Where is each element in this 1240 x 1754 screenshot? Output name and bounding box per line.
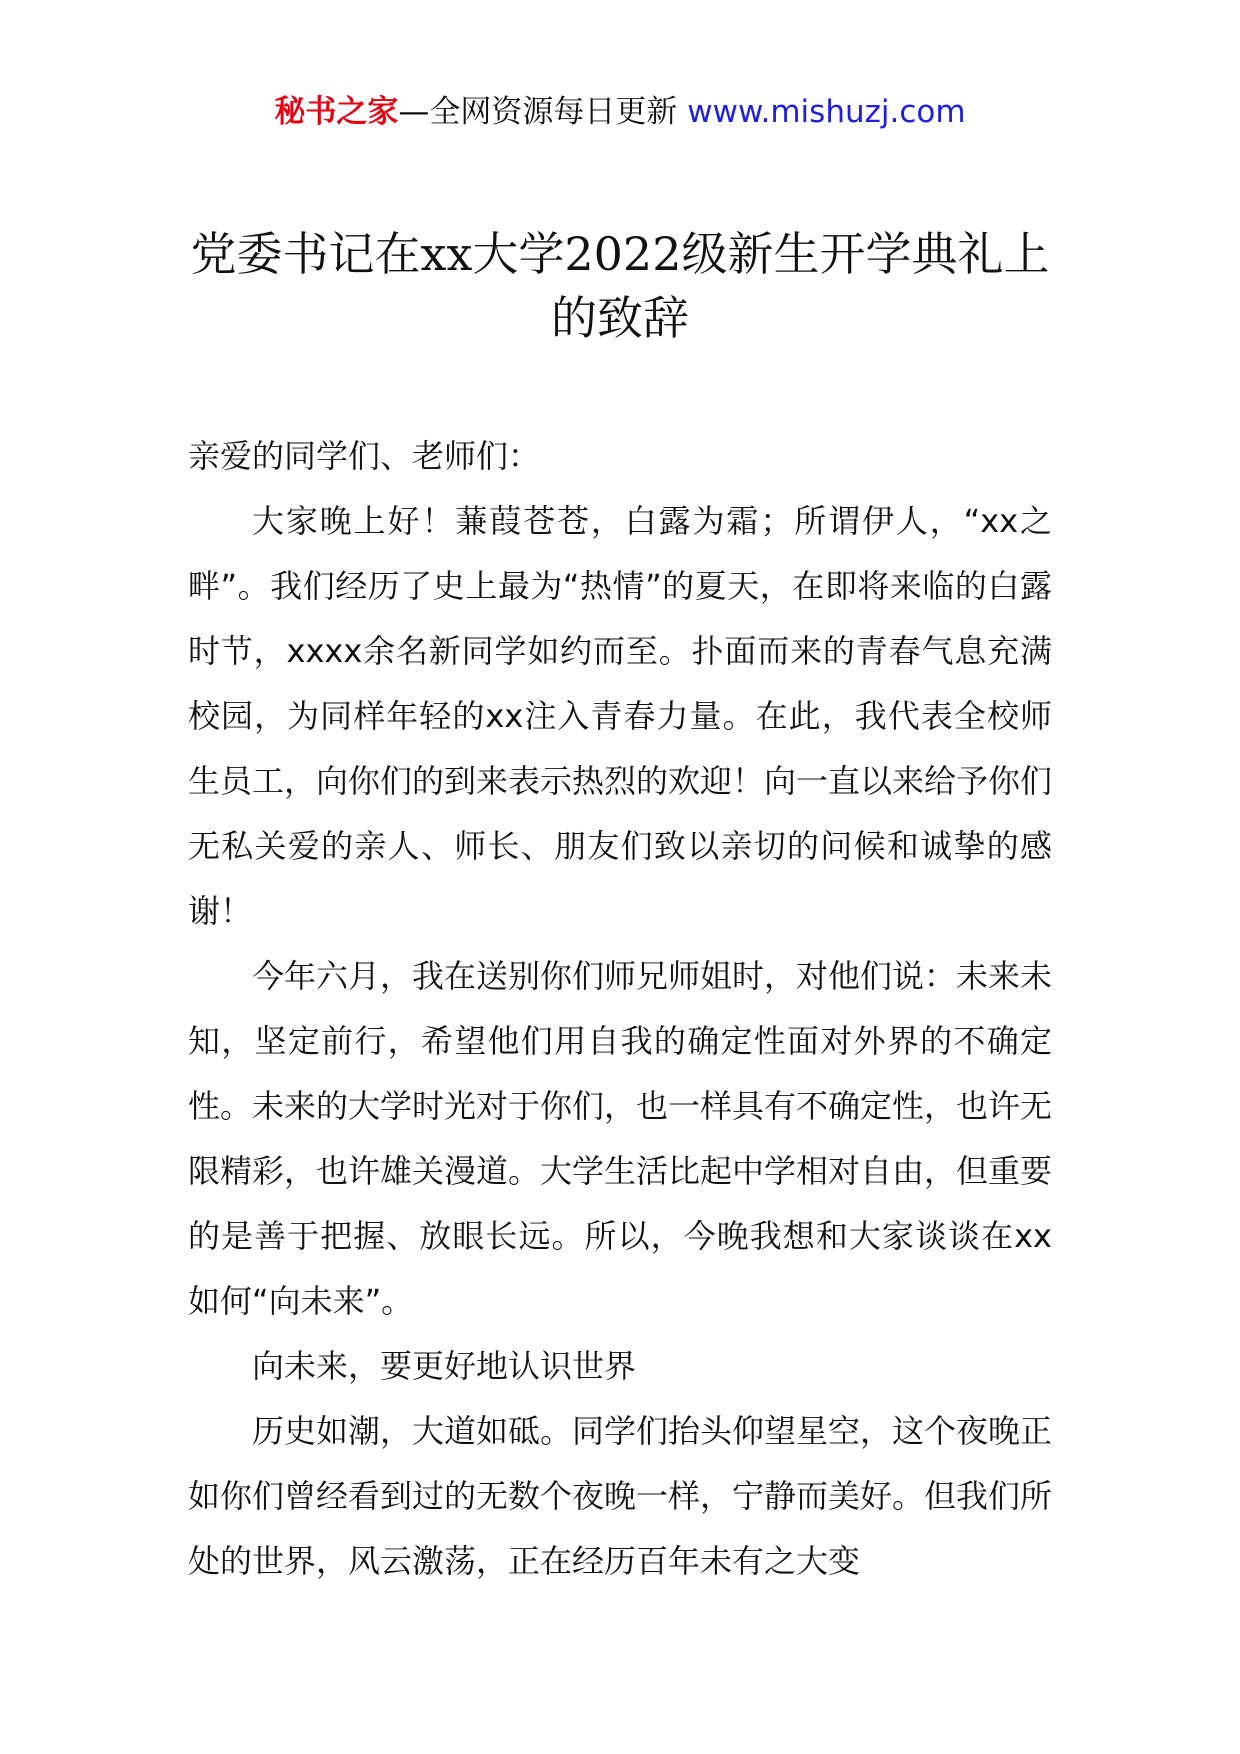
salutation: 亲爱的同学们、老师们： [188, 437, 541, 475]
header-slogan: —全网资源每日更新 [398, 94, 678, 130]
site-header [0, 92, 1240, 132]
document-title: 党委书记在xx大学2022级新生开学典礼上的致辞 [190, 227, 1050, 345]
body-paragraph-3: 历史如潮，大道如砥。同学们抬头仰望星空，这个夜晚正如你们曾经看到过的无数个夜晚一样，宁静而美好。但我们所处的世界，风云激荡，正在经历百年未有之大变 [188, 1412, 1053, 1580]
brand-name: 秘书之家 [274, 94, 399, 130]
body-paragraph-2: 今年六月，我在送别你们师兄师姐时，对他们说：未来未知，坚定前行，希望他们用自我的确定性面对外界的不确定性。未来的大学时光对于你们，也一样具有不确定性，也许无限精彩，也许雄关漫道。大学生活比起中学相对自由，但重要的是善于把握、放眼长远。所以，今晚我想和大家谈谈在xx如何“向未来”。 [188, 957, 1053, 1320]
body-paragraph-1: 大家晚上好！蒹葭苍苍，白露为霜；所谓伊人，“xx之畔”。我们经历了史上最为“热情”的夏天，在即将来临的白露时节，xxxx余名新同学如约而至。扑面而来的青春气息充满校园，为同样年轻的xx注入青春力量。在此，我代表全校师生员工，向你们的到来表示热烈的欢迎！向一直以来给予你们无私关爱的亲人、师长、朋友们致以亲切的问候和诚挚的感谢！ [188, 502, 1053, 930]
site-url[interactable]: www.mishuzj.com [687, 94, 966, 130]
document-body [188, 424, 1052, 1594]
section-subheading: 向未来，要更好地认识世界 [252, 1347, 637, 1385]
